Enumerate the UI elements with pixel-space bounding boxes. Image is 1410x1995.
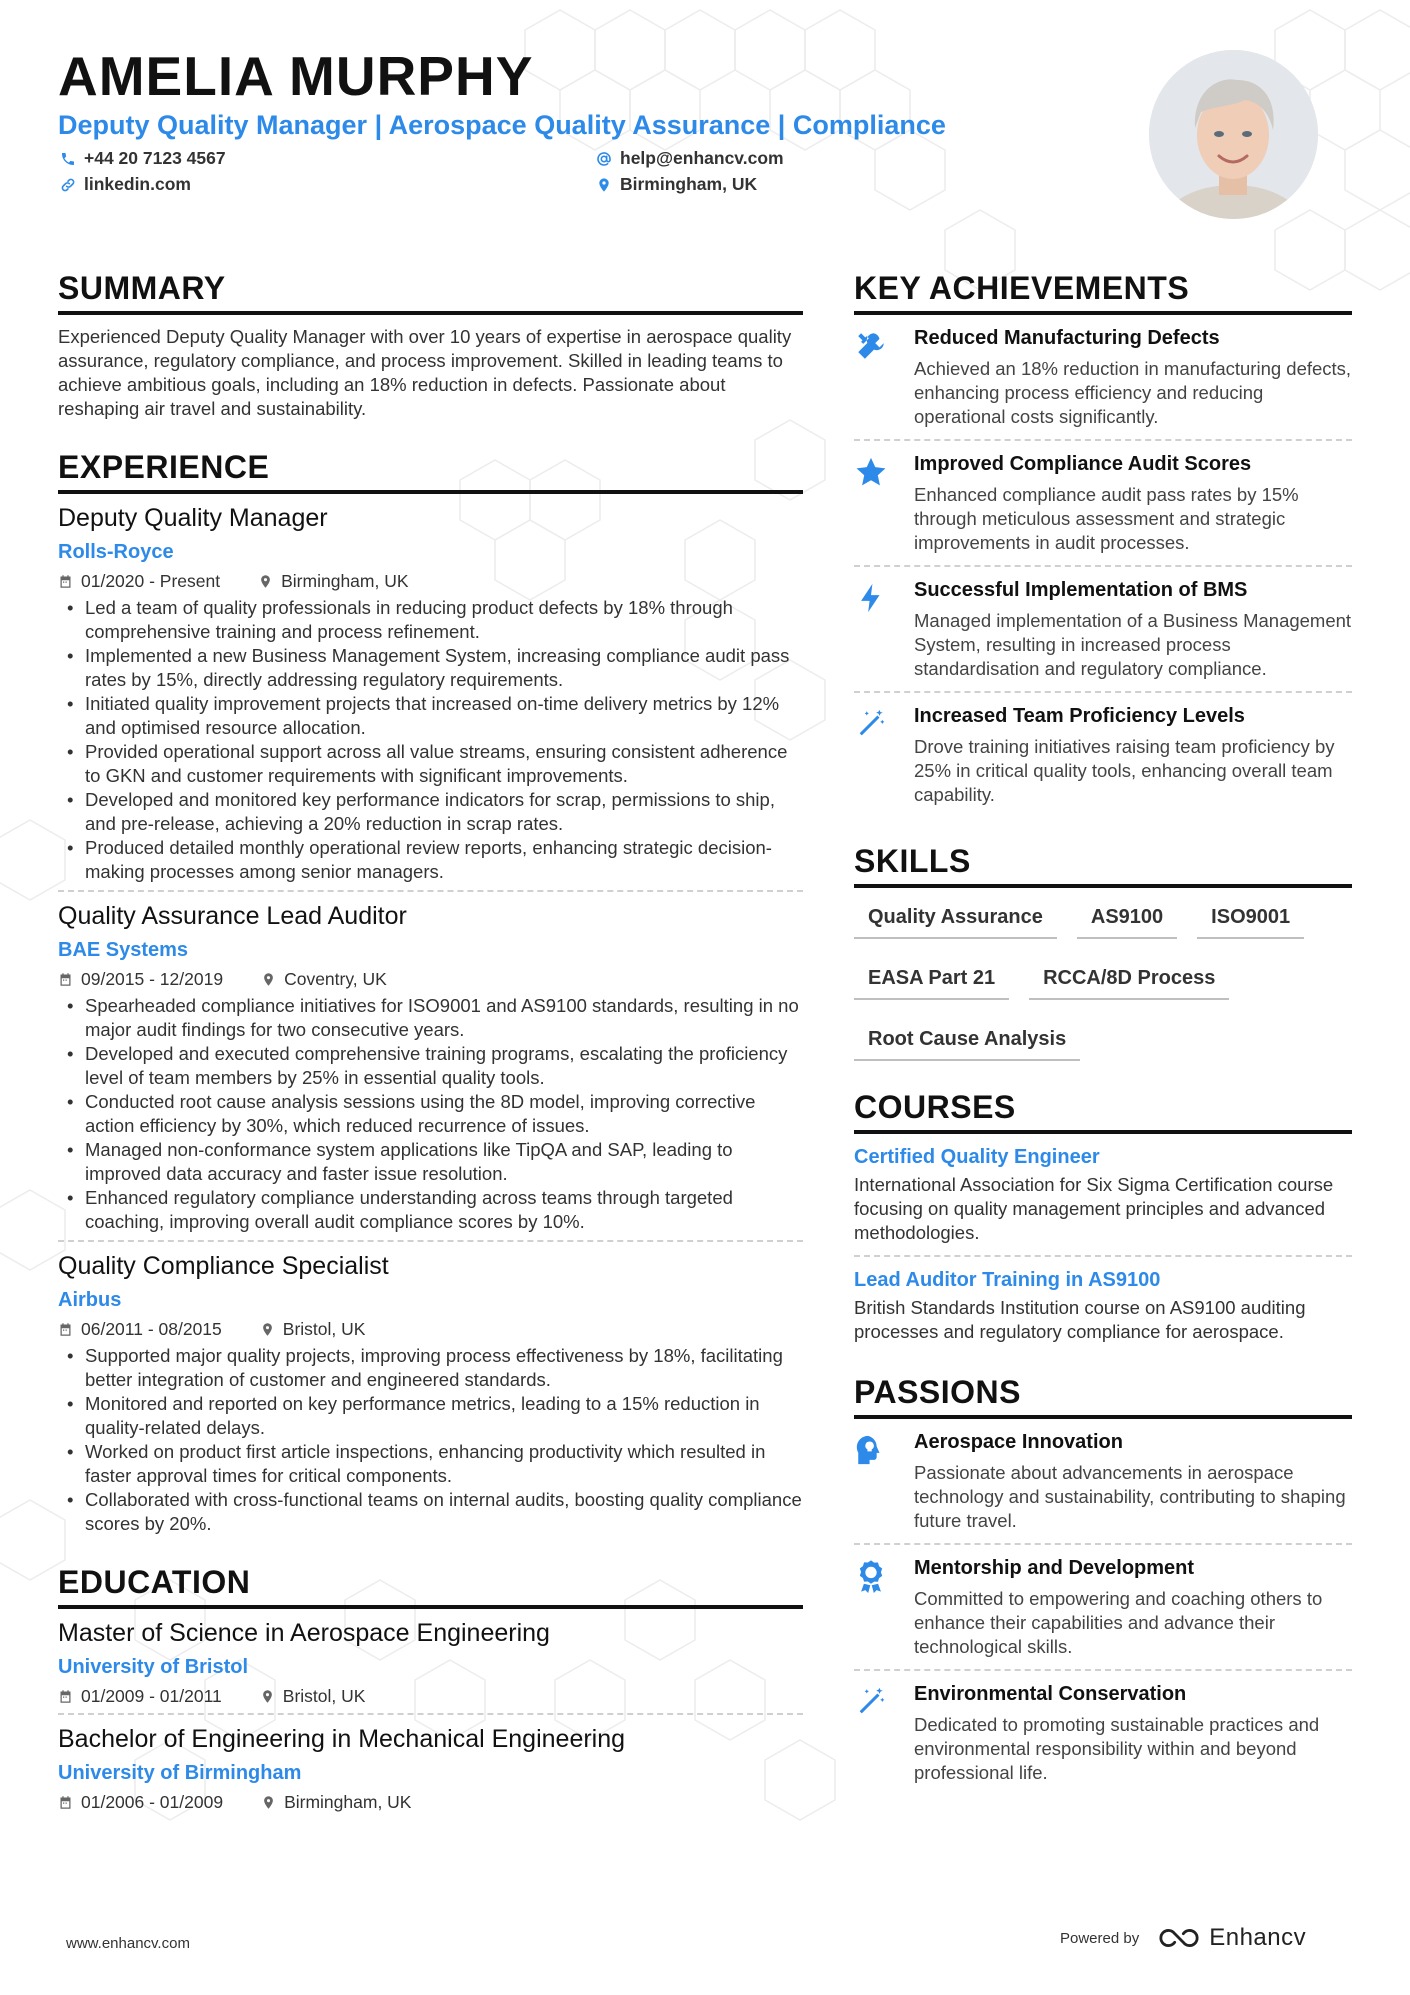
passion-title: Environmental Conservation bbox=[914, 1683, 1187, 1705]
achievement-desc: Managed implementation of a Business Management System, resulting in increased process standardisation and regulatory compliance. bbox=[914, 610, 1352, 679]
job-company: Airbus bbox=[58, 1289, 122, 1311]
passion-item bbox=[854, 1671, 1352, 1795]
skill-tag: RCCA/8D Process bbox=[1029, 961, 1229, 1000]
location-pin-icon bbox=[260, 1689, 275, 1704]
passion-item bbox=[854, 1419, 1352, 1545]
tools-icon bbox=[854, 329, 888, 363]
passion-title: Mentorship and Development bbox=[914, 1557, 1195, 1579]
location-pin-icon bbox=[261, 972, 276, 987]
calendar-icon bbox=[58, 1322, 73, 1337]
calendar-icon bbox=[58, 972, 73, 987]
job-location: Coventry, UK bbox=[284, 969, 387, 989]
calendar-icon bbox=[58, 574, 73, 589]
skill-tag: Quality Assurance bbox=[854, 900, 1057, 939]
contact-location bbox=[596, 174, 757, 195]
job-meta bbox=[58, 969, 803, 990]
location-pin-icon bbox=[261, 1795, 276, 1810]
bullet-item: • Provided operational support across all value streams, ensuring consistent adherence to GKN and customer requirements with significant improvements. bbox=[58, 740, 803, 788]
bullet-item: • Developed and executed comprehensive training programs, escalating the proficiency level of team members by 25% in essential quality tools. bbox=[58, 1042, 803, 1090]
contact-phone bbox=[60, 148, 226, 169]
passions-heading: PASSIONS bbox=[854, 1374, 1352, 1419]
bullet-item: • Implemented a new Business Management System, increasing compliance audit pass rates by 15%, directly addressing regulatory requirements. bbox=[58, 644, 803, 692]
job-location: Birmingham, UK bbox=[281, 571, 409, 591]
powered-by-text: Powered by bbox=[1060, 1929, 1140, 1947]
achievement-title: Improved Compliance Audit Scores bbox=[914, 453, 1252, 475]
job-meta bbox=[58, 1319, 803, 1340]
achievement-item bbox=[854, 567, 1352, 693]
skill-tag: EASA Part 21 bbox=[854, 961, 1009, 1000]
calendar-icon bbox=[58, 1689, 73, 1704]
job-company: Rolls-Royce bbox=[58, 541, 174, 563]
brand-name: Enhancv bbox=[1209, 1924, 1307, 1951]
bullet-item: • Produced detailed monthly operational review reports, enhancing strategic decision-making processes among senior managers. bbox=[58, 836, 803, 884]
location-text: Birmingham, UK bbox=[620, 174, 758, 194]
achievement-desc: Enhanced compliance audit pass rates by 15% through meticulous assessment and strategic improvements in audit processes. bbox=[914, 484, 1299, 553]
bullet-item: • Initiated quality improvement projects that increased on-time delivery metrics by 12% and optimised resource allocation. bbox=[58, 692, 803, 740]
star-icon bbox=[854, 455, 888, 489]
summary-heading: SUMMARY bbox=[58, 270, 803, 315]
achievement-title: Successful Implementation of BMS bbox=[914, 579, 1248, 601]
candidate-headline: Deputy Quality Manager | Aerospace Quality Assurance | Compliance bbox=[58, 110, 946, 140]
achievement-title: Reduced Manufacturing Defects bbox=[914, 327, 1220, 349]
location-pin-icon bbox=[260, 1322, 275, 1337]
education-location: Bristol, UK bbox=[282, 1686, 366, 1706]
achievements-heading: KEY ACHIEVEMENTS bbox=[854, 270, 1352, 315]
education-school: University of Bristol bbox=[58, 1656, 249, 1678]
left-column bbox=[58, 270, 803, 1819]
skill-tag: ISO9001 bbox=[1197, 900, 1304, 939]
education-school: University of Birmingham bbox=[58, 1762, 302, 1784]
bullet-item: • Led a team of quality professionals in reducing product defects by 18% through comprehensive training and process refinement. bbox=[58, 596, 803, 644]
achievement-item bbox=[854, 693, 1352, 817]
passion-desc: Committed to empowering and coaching others to enhance their capabilities and advance their technological skills. bbox=[914, 1588, 1323, 1657]
job-bullets bbox=[58, 596, 803, 884]
achievement-title: Increased Team Proficiency Levels bbox=[914, 705, 1245, 727]
passion-desc: Passionate about advancements in aerospace technology and sustainability, contributing to shaping future travel. bbox=[914, 1462, 1346, 1531]
location-pin-icon bbox=[596, 177, 612, 193]
job-location: Bristol, UK bbox=[282, 1319, 366, 1339]
contact-email[interactable] bbox=[596, 148, 784, 169]
job-entry bbox=[58, 504, 803, 892]
footer-branding bbox=[1060, 1924, 1306, 1952]
profile-photo bbox=[1149, 50, 1318, 219]
education-entry bbox=[58, 1619, 803, 1715]
education-degree: Master of Science in Aerospace Engineering bbox=[58, 1619, 550, 1647]
phone-icon bbox=[60, 151, 76, 167]
achievement-item bbox=[854, 315, 1352, 441]
bullet-item: • Managed non-conformance system applications like TipQA and SAP, leading to improved data accuracy and faster issue resolution. bbox=[58, 1138, 803, 1186]
bullet-item: • Worked on product first article inspections, enhancing productivity which resulted in faster approval times for critical components. bbox=[58, 1440, 803, 1488]
bullet-item: • Supported major quality projects, improving process effectiveness by 18%, facilitating better integration of customer and engineered standards. bbox=[58, 1344, 803, 1392]
job-meta bbox=[58, 571, 803, 592]
course-desc: International Association for Six Sigma Certification course focusing on quality management principles and advanced methodologies. bbox=[854, 1173, 1352, 1257]
magic-wand-icon bbox=[854, 1685, 888, 1719]
job-bullets bbox=[58, 994, 803, 1234]
job-entry bbox=[58, 1252, 803, 1542]
passion-item bbox=[854, 1545, 1352, 1671]
job-dates: 09/2015 - 12/2019 bbox=[81, 969, 224, 989]
job-title: Quality Compliance Specialist bbox=[58, 1252, 389, 1280]
skills-heading: SKILLS bbox=[854, 843, 1352, 888]
bullet-item: • Collaborated with cross-functional teams on internal audits, boosting quality compliance scores by 20%. bbox=[58, 1488, 803, 1536]
linkedin-text[interactable]: linkedin.com bbox=[84, 174, 191, 194]
course-desc: British Standards Institution course on AS9100 auditing processes and regulatory compliance for aerospace. bbox=[854, 1297, 1306, 1342]
job-dates: 01/2020 - Present bbox=[81, 571, 221, 591]
passion-title: Aerospace Innovation bbox=[914, 1431, 1123, 1453]
skill-tag: AS9100 bbox=[1077, 900, 1177, 939]
achievement-desc: Achieved an 18% reduction in manufacturing defects, enhancing process efficiency and reducing operational costs significantly. bbox=[914, 358, 1352, 427]
bolt-icon bbox=[854, 581, 888, 615]
contact-linkedin[interactable] bbox=[60, 174, 191, 195]
footer-website[interactable]: www.enhancv.com bbox=[66, 1935, 190, 1952]
education-dates: 01/2006 - 01/2009 bbox=[81, 1792, 224, 1812]
education-location: Birmingham, UK bbox=[284, 1792, 412, 1812]
achievement-item bbox=[854, 441, 1352, 567]
education-entry bbox=[58, 1725, 803, 1819]
bullet-item: • Spearheaded compliance initiatives for ISO9001 and AS9100 standards, resulting in no major audit findings for two consecutive years. bbox=[58, 994, 803, 1042]
courses-heading: COURSES bbox=[854, 1089, 1352, 1134]
job-dates: 06/2011 - 08/2015 bbox=[81, 1319, 222, 1339]
job-title: Deputy Quality Manager bbox=[58, 504, 328, 532]
education-meta bbox=[58, 1792, 803, 1813]
passion-desc: Dedicated to promoting sustainable practices and environmental responsibility within and beyond professional life. bbox=[914, 1714, 1320, 1783]
head-idea-icon bbox=[854, 1433, 888, 1467]
bullet-item: • Monitored and reported on key performance metrics, leading to a 15% reduction in quality-related delays. bbox=[58, 1392, 803, 1440]
summary-text: Experienced Deputy Quality Manager with over 10 years of expertise in aerospace quality assurance, regulatory compliance, and process improvement. Skilled in leading teams to achieve ambitious goals, including an 18% reduction in defects. Passionate about reshaping air travel and sustainability. bbox=[58, 326, 792, 419]
education-heading: EDUCATION bbox=[58, 1564, 803, 1609]
education-dates: 01/2009 - 01/2011 bbox=[81, 1686, 222, 1706]
award-badge-icon bbox=[854, 1559, 888, 1593]
email-text[interactable]: help@enhancv.com bbox=[620, 148, 784, 168]
portrait-image bbox=[1149, 50, 1318, 219]
bullet-item: • Developed and monitored key performance indicators for scrap, permissions to ship, and pre-release, achieving a 20% reduction in scrap rates. bbox=[58, 788, 803, 836]
right-column bbox=[854, 270, 1352, 1795]
magic-wand-icon bbox=[854, 707, 888, 741]
bullet-item: • Enhanced regulatory compliance understanding across teams through targeted coaching, improving overall audit compliance scores by 10%. bbox=[58, 1186, 803, 1234]
calendar-icon bbox=[58, 1795, 73, 1810]
bullet-item: • Conducted root cause analysis sessions using the 8D model, improving corrective action efficiency by 30%, which reduced recurrence of issues. bbox=[58, 1090, 803, 1138]
skill-tag: Root Cause Analysis bbox=[854, 1022, 1080, 1061]
job-entry bbox=[58, 902, 803, 1242]
job-company: BAE Systems bbox=[58, 939, 189, 961]
course-title: Lead Auditor Training in AS9100 bbox=[854, 1269, 1161, 1291]
course-title: Certified Quality Engineer bbox=[854, 1146, 1100, 1168]
experience-heading: EXPERIENCE bbox=[58, 449, 803, 494]
education-degree: Bachelor of Engineering in Mechanical Engineering bbox=[58, 1725, 626, 1753]
job-title: Quality Assurance Lead Auditor bbox=[58, 902, 407, 930]
brand-logo[interactable] bbox=[1157, 1924, 1306, 1952]
achievement-desc: Drove training initiatives raising team proficiency by 25% in critical quality tools, enhancing overall team capability. bbox=[914, 736, 1335, 805]
job-bullets bbox=[58, 1344, 803, 1536]
enhancv-logo-icon bbox=[1157, 1925, 1201, 1951]
candidate-name: AMELIA MURPHY bbox=[58, 45, 534, 107]
link-icon bbox=[60, 177, 76, 193]
education-meta bbox=[58, 1686, 803, 1707]
skills-list bbox=[854, 900, 1352, 1083]
phone-text: +44 20 7123 4567 bbox=[84, 148, 226, 168]
location-pin-icon bbox=[258, 574, 273, 589]
at-icon bbox=[596, 151, 612, 167]
